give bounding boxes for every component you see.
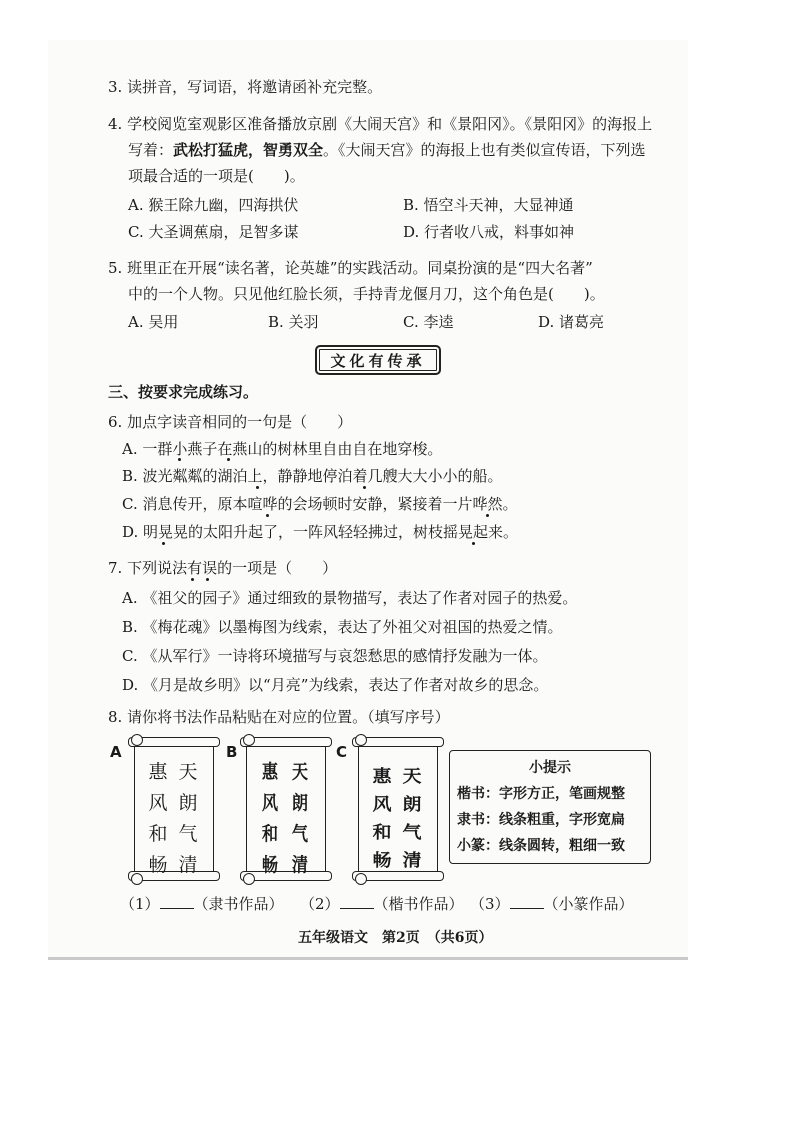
tip-kaishu: 楷书：字形方正，笔画规整 bbox=[457, 786, 625, 802]
section-title-box bbox=[315, 345, 441, 375]
question-6-stem: 6. 加点字读音相同的一句是（ ） bbox=[108, 413, 353, 431]
scroll-label-c: C bbox=[336, 743, 348, 761]
question-5-option-a: A. 吴用 bbox=[128, 313, 179, 331]
section-title: 文化有传承 bbox=[330, 352, 426, 370]
question-7-option-b: B. 《梅花魂》以墨梅图为线索，表达了外祖父对祖国的热爱之情。 bbox=[122, 618, 563, 636]
emphasis-dot bbox=[162, 542, 165, 545]
emphasis-dot bbox=[178, 458, 181, 461]
question-5-option-d: D. 诸葛亮 bbox=[538, 313, 605, 331]
emphasis-dot bbox=[206, 578, 209, 581]
scroll-a-right-column: 天朗气清 bbox=[178, 761, 198, 876]
question-6-option-d: D. 明晃晃的太阳升起了，一阵风轻轻拂过，树枝摇晃起来。 bbox=[122, 523, 519, 541]
question-7-option-d: D. 《月是故乡明》以“月亮”为线索，表达了作者对故乡的思念。 bbox=[122, 676, 549, 694]
question-7-stem: 7. 下列说法有误的一项是（ ） bbox=[108, 559, 338, 577]
question-6-option-b: B. 波光粼粼的湖泊上，静静地停泊着几艘大大小小的船。 bbox=[122, 467, 503, 485]
answer-2-blank[interactable] bbox=[340, 894, 374, 909]
scroll-b bbox=[246, 738, 326, 880]
question-7-option-c: C. 《从军行》一诗将环境描写与哀怨愁思的感情抒发融为一体。 bbox=[122, 647, 548, 665]
page-footer: 五年级语文 第2页 （共6页） bbox=[298, 930, 493, 946]
scroll-a-left-column: 惠风和畅 bbox=[148, 761, 168, 876]
question-4-option-d: D. 行者收八戒，料事如神 bbox=[403, 223, 575, 241]
scroll-label-a: A bbox=[110, 743, 122, 761]
answer-3: （3） （小篆作品） bbox=[470, 895, 634, 913]
question-4-option-c: C. 大圣调蕉扇，足智多谋 bbox=[128, 223, 299, 241]
question-3: 3. 读拼音，写词语，将邀请函补充完整。 bbox=[108, 78, 383, 96]
question-4-option-a: A. 猴王除九幽，四海拱伏 bbox=[128, 196, 299, 214]
emphasis-dot bbox=[256, 486, 259, 489]
tips-box bbox=[449, 750, 651, 864]
answer-2: （2） （楷书作品） bbox=[300, 895, 464, 913]
emphasis-dot bbox=[191, 578, 194, 581]
answer-3-blank[interactable] bbox=[510, 894, 544, 909]
question-8-stem: 8. 请你将书法作品粘贴在对应的位置。（填写序号） bbox=[108, 708, 450, 726]
question-7-option-a: A. 《祖父的园子》通过细致的景物描写，表达了作者对园子的热爱。 bbox=[122, 589, 578, 607]
question-4-line-3: 项最合适的一项是( )。 bbox=[128, 167, 305, 185]
question-5-option-b: B. 关羽 bbox=[268, 313, 319, 331]
emphasis-dot bbox=[363, 486, 366, 489]
emphasis-dot bbox=[227, 458, 230, 461]
answer-1-blank[interactable] bbox=[160, 894, 194, 909]
tip-lishu: 隶书：线条粗重，字形宽扁 bbox=[457, 812, 625, 828]
poster-slogan: 武松打猛虎，智勇双全 bbox=[173, 141, 324, 159]
question-5-line-1: 5. 班里正在开展“读名著，论英雄”的实践活动。同桌扮演的是“四大名著” bbox=[108, 259, 593, 277]
tip-xiaozhuan: 小篆：线条圆转，粗细一致 bbox=[457, 838, 625, 854]
page-bottom-rule bbox=[48, 957, 688, 960]
emphasis-dot bbox=[472, 542, 475, 545]
scroll-c-right-column: 天朗气清 bbox=[402, 766, 422, 871]
answer-1: （1） （隶书作品） bbox=[120, 895, 284, 913]
question-4-line-2: 写着：武松打猛虎，智勇双全。《大闹天宫》的海报上也有类似宣传语，下列选 bbox=[128, 141, 646, 159]
question-6-option-c: C. 消息传开，原本喧哗的会场顿时安静，紧接着一片哗然。 bbox=[122, 495, 518, 513]
scroll-label-b: B bbox=[226, 743, 238, 761]
question-6-option-a: A. 一群小燕子在燕山的树林里自由自在地穿梭。 bbox=[122, 440, 443, 458]
scroll-c-left-column: 惠风和畅 bbox=[372, 766, 392, 871]
question-5-option-c: C. 李逵 bbox=[403, 313, 454, 331]
emphasis-dot bbox=[486, 514, 489, 517]
scroll-b-right-column: 天朗气清 bbox=[291, 761, 309, 876]
scroll-c bbox=[358, 738, 438, 880]
tips-title: 小提示 bbox=[529, 760, 571, 776]
question-5-line-2: 中的一个人物。只见他红脸长须，手持青龙偃月刀，这个角色是( )。 bbox=[128, 285, 605, 303]
part-3-heading: 三、按要求完成练习。 bbox=[108, 383, 259, 401]
emphasis-dot bbox=[266, 514, 269, 517]
question-4-option-b: B. 悟空斗天神，大显神通 bbox=[403, 196, 574, 214]
scroll-a bbox=[134, 738, 214, 880]
scroll-b-left-column: 惠风和畅 bbox=[261, 761, 279, 876]
question-4-line-1: 4. 学校阅览室观影区准备播放京剧《大闹天宫》和《景阳冈》。《景阳冈》的海报上 bbox=[108, 115, 653, 133]
